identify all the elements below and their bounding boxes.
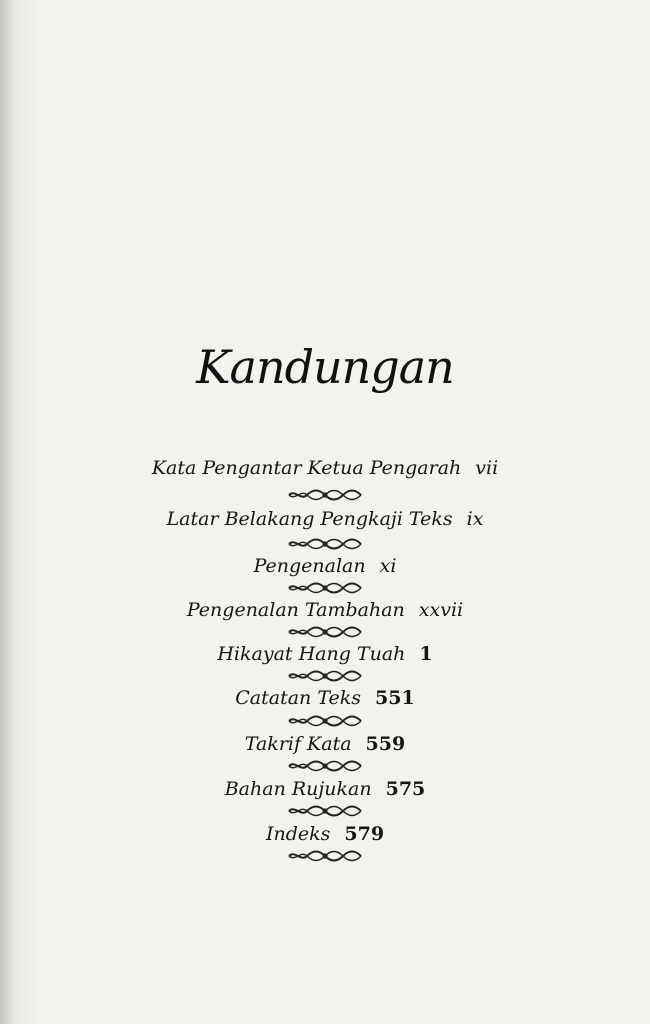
ornament-divider (0, 488, 650, 502)
toc-entry-label: Indeks (265, 823, 331, 845)
ornament-divider (0, 581, 650, 595)
toc-entry-page: 559 (365, 733, 406, 755)
ornament-divider (0, 759, 650, 773)
toc-entry-page: 551 (375, 687, 415, 709)
toc-entry-label: Kata Pengantar Ketua Pengarah (151, 457, 462, 479)
toc-entry-label: Latar Belakang Pengkaji Teks (166, 508, 453, 530)
toc-entry-page: ix (466, 508, 484, 530)
toc-entry-9 (0, 823, 650, 845)
ornament-divider (0, 714, 650, 728)
contents-heading: Kandungan (196, 340, 454, 394)
toc-entry-page: 579 (344, 823, 385, 845)
toc-entry-page: xxvii (418, 599, 464, 621)
toc-entry-6 (0, 687, 650, 709)
toc-entry-label: Takrif Kata (244, 733, 352, 755)
toc-entry-page: xi (379, 555, 397, 577)
toc-entry-page: 575 (385, 778, 426, 800)
toc-entry-3 (0, 555, 650, 577)
toc-entry-7 (0, 733, 650, 755)
toc-entry-page: 1 (419, 643, 433, 665)
toc-entry-1 (0, 457, 650, 479)
toc-entry-page: vii (475, 457, 499, 479)
toc-entry-8 (0, 778, 650, 800)
toc-entry-label: Hikayat Hang Tuah (217, 643, 406, 665)
toc-entry-label: Pengenalan Tambahan (186, 599, 405, 621)
toc-entry-2 (0, 508, 650, 530)
toc-entry-5 (0, 643, 650, 665)
ornament-divider (0, 804, 650, 818)
toc-entry-label: Pengenalan (253, 555, 366, 577)
toc-entry-4 (0, 599, 650, 621)
toc-entry-label: Catatan Teks (235, 687, 362, 709)
ornament-divider (0, 669, 650, 683)
ornament-divider (0, 625, 650, 639)
ornament-divider (0, 537, 650, 551)
ornament-divider (0, 849, 650, 863)
toc-entry-label: Bahan Rujukan (224, 778, 372, 800)
